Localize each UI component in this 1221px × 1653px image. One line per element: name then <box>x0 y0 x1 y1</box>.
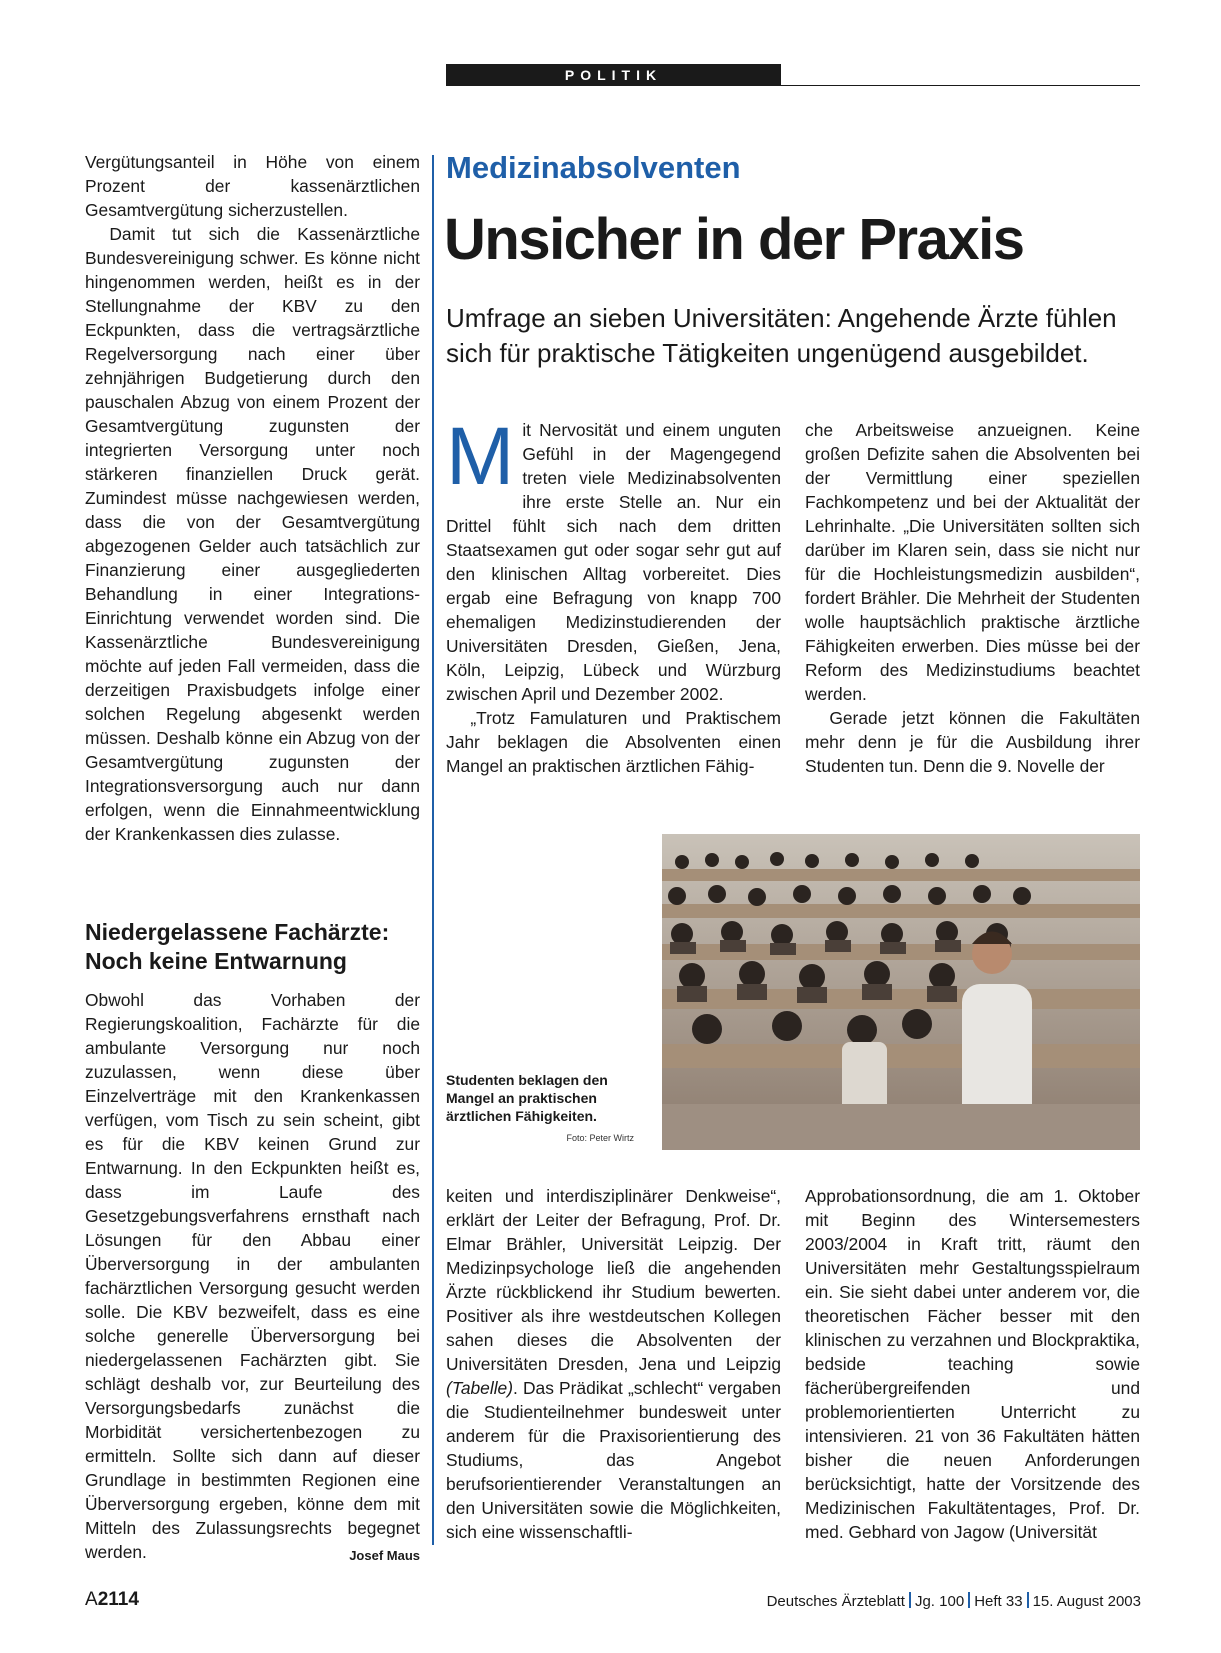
column-3-paragraph-2: Gerade jetzt können die Fakultäten mehr denn je für die Ausbildung ihrer Studenten tun. Denn die 9. Novelle der <box>805 708 1140 776</box>
section-label: POLITIK <box>446 64 781 86</box>
footer-separator <box>968 1592 970 1608</box>
journal-volume: Jg. 100 <box>914 1593 965 1610</box>
column-2-bottom-text-b: . Das Prädikat „schlecht“ vergaben die Studienteilnehmer bundesweit unter anderem für die Praxisorientierung des Studiums, das Angebot berufsorientierender Veranstaltungen an den Universitäten sowie die Möglichkeiten, sich eine wissenschaftli- <box>446 1378 781 1542</box>
photo-caption: Studenten beklagen den Mangel an praktischen ärztlichen Fähigkeiten. <box>446 1072 608 1124</box>
page-number-value: 2114 <box>97 1589 139 1610</box>
column-3-paragraph-1: che Arbeitsweise anzueignen. Keine großen Defizite sahen die Absolventen bei der Vermittlung einer speziellen Fachkompetenz und bei der Aktualität der Lehrinhalte. „Die Universitäten sollten sich darüber im Klaren sein, dass sie nicht nur für die Hochleistungsmedizin ausbilden“, fordert Brähler. Die Mehrheit der Studenten wolle hauptsächlich praktische ärztliche Fähigkeiten erwerben. Dies müsse bei der Reform des Medizinstudiums beachtet werden. <box>805 420 1140 704</box>
lecture-hall-photo <box>662 834 1140 1150</box>
header-rule <box>446 85 1140 86</box>
column-2-paragraph-2: „Trotz Famulaturen und Praktischem Jahr beklagen die Absolventen einen Mangel an praktischen ärztlichen Fähig- <box>446 708 781 776</box>
left-paragraph-1: Vergütungsanteil in Höhe von einem Prozent der kassenärztlichen Gesamtvergütung sicherzustellen. <box>85 152 420 220</box>
left-paragraph-3-text: Obwohl das Vorhaben der Regierungskoalition, Fachärzte für die ambulante Versorgung nur noch zuzulassen, wenn diese über Einzelverträge mit den Krankenkassen verfügen, vom Tisch zu sein scheint, gibt es für die KBV keinen Grund zur Entwarnung. In den Eckpunkten heißt es, dass im Laufe des Gesetzgebungsverfahrens ernsthaft nach Lösungen für den Abbau einer Überversorgung in der ambulanten fachärztlichen Versorgung gesucht werden solle. Die KBV bezweifelt, dass es eine solche generelle Überversorgung bei niedergelassenen Fachärzten gibt. Sie schlägt deshalb vor, zur Beurteilung des Versorgungsbedarfs zunächst die Morbidität versichertenbezogen zu ermitteln. Sollte sich dann auf dieser Grundlage in bestimmten Regionen eine Überversorgung ergeben, könne dem mit Mitteln des Zulassungsrechts begegnet werden. <box>85 990 420 1562</box>
footer-separator <box>909 1592 911 1608</box>
photo-credit: Foto: Peter Wirtz <box>566 1133 634 1143</box>
journal-name: Deutsches Ärzteblatt <box>766 1593 905 1610</box>
publication-info <box>767 1592 1141 1610</box>
column-2-bottom-paragraph <box>446 1184 781 1544</box>
lead-text: it Nervosität und einem unguten Gefühl in der Magengegend treten viele Medizinabsolventen ihre erste Stelle an. Nur ein Drittel fühlt sich nach dem dritten Staatsexamen gut oder sogar sehr gut auf den klinischen Alltag vorbereitet. Dies ergab eine Befragung von knapp 700 ehemaligen Medizinstudierenden der Universitäten Dresden, Gießen, Jena, Köln, Leipzig, Lübeck und Würzburg zwischen April und Dezember 2002. <box>446 420 781 704</box>
column-2-bottom-text-a: keiten und interdisziplinärer Denkweise“, erklärt der Leiter der Befragung, Prof. Dr. Elmar Brähler, Universität Leipzig. Der Medizinpsychologe ließ die angehenden Ärzte rückblickend ihr Studium bewerten. Positiver als ihre westdeutschen Kollegen sahen dieses die Absolventen der Universitäten Dresden, Jena und Leipzig <box>446 1186 781 1374</box>
left-paragraph-3 <box>85 988 420 1564</box>
page-prefix: A <box>85 1589 98 1610</box>
article-headline: Unsicher in der Praxis <box>444 207 1024 272</box>
lead-paragraph <box>446 411 781 706</box>
column-3-bottom <box>805 1184 1140 1544</box>
left-column-bottom <box>85 988 420 1568</box>
drop-cap: M <box>446 411 515 502</box>
author-byline: Josef Maus <box>349 1548 420 1563</box>
column-2-top <box>446 411 781 778</box>
article-deck: Umfrage an sieben Universitäten: Angehende Ärzte fühlen sich für praktische Tätigkeiten ungenügend ausgebildet. <box>446 303 1117 368</box>
publication-date: 15. August 2003 <box>1032 1593 1141 1610</box>
footer-separator <box>1027 1592 1029 1608</box>
journal-issue: Heft 33 <box>974 1593 1023 1610</box>
left-column-top <box>85 150 420 846</box>
lecture-hall-illustration <box>662 834 1140 1150</box>
column-divider <box>432 155 434 1545</box>
left-subhead: Niedergelassene Fachärzte: Noch keine Entwarnung <box>85 919 390 974</box>
column-3-bottom-paragraph: Approbationsordnung, die am 1. Oktober mit Beginn des Wintersemesters 2003/2004 in Kraft tritt, räumt den Universitäten mehr Gestaltungsspielraum ein. Sie sieht dabei unter anderem vor, die theoretischen Fächer besser mit den klinischen zu verzahnen und Blockpraktika, bedside teaching sowie fächerübergreifenden und problemorientierten Unterricht zu intensivieren. 21 von 36 Fakultäten hätten bisher die neuen Anforderungen berücksichtigt, hatte der Vorsitzende des Medizinischen Fakultätentages, Prof. Dr. med. Gebhard von Jagow (Universität <box>805 1186 1140 1542</box>
left-paragraph-2: Damit tut sich die Kassenärztliche Bundesvereinigung schwer. Es könne nicht hingenommen werden, heißt es in der Stellungnahme der KBV zu den Eckpunkten, dass die vertragsärztliche Regelversorgung nach einer über zehnjährigen Budgetierung durch den pauschalen Abzug von einem Prozent der Gesamtvergütung zugunsten der integrierten Versorgung unter noch stärkeren finanziellen Druck gerät. Zumindest müsse nachgewiesen werden, dass die von der Gesamtvergütung abgezogenen Gelder auch tatsächlich zur Finanzierung einer ausgegliederten Behandlung in einer Integrations-Einrichtung verwendet worden sind. Die Kassenärztliche Bundesvereinigung möchte auf jeden Fall vermeiden, dass die derzeitigen Praxisbudgets infolge einer solchen Regelung abgesenkt werden müssen. Deshalb könne ein Abzug von der Gesamtvergütung zugunsten der Integrationsversorgung auch nur dann erfolgen, wenn die Einnahmeentwicklung der Krankenkassen dies zulasse. <box>85 224 420 844</box>
page-number <box>85 1589 139 1611</box>
table-reference: (Tabelle) <box>446 1378 514 1398</box>
article-kicker: Medizinabsolventen <box>446 150 741 185</box>
column-2-bottom <box>446 1184 781 1544</box>
column-3-top <box>805 418 1140 778</box>
